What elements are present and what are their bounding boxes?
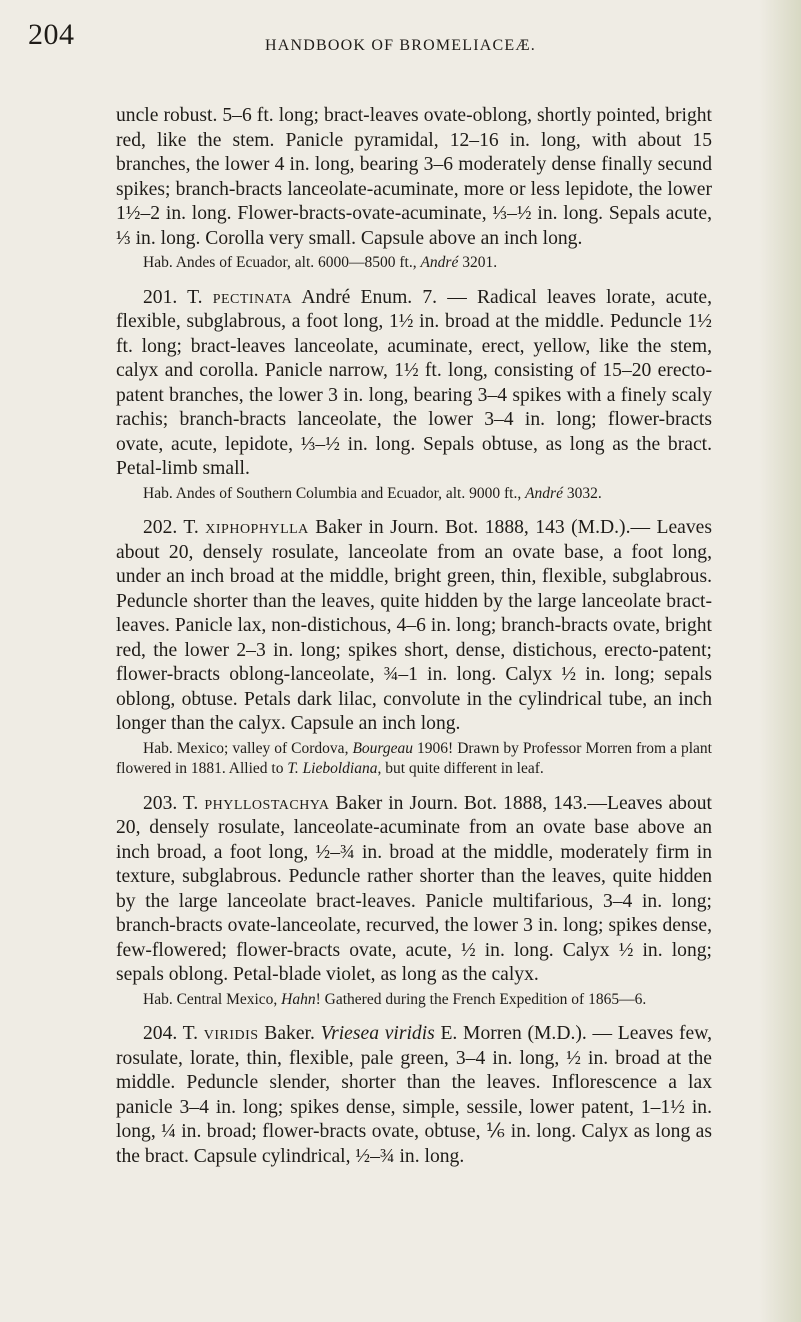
habitat-note — [116, 990, 712, 1011]
species-number: 201. T. — [143, 286, 203, 308]
habitat-text-mid: 1906! Drawn by Professor Morren from a plant flowered in 1881. Allied to — [116, 739, 712, 777]
collector-name: André — [525, 484, 563, 502]
species-name: phyllostachya — [204, 792, 330, 814]
species-entry-204 — [116, 1022, 712, 1169]
species-number: 202. T. — [143, 517, 199, 538]
species-number: 204. T. — [143, 1023, 199, 1044]
habitat-text: Hab. Andes of Ecuador, alt. 6000—8500 ft., — [143, 254, 421, 271]
habitat-note — [116, 253, 712, 274]
continuation-text: uncle robust. 5–6 ft. long; bract-leaves ovate-oblong, shortly pointed, bright red, like the stem. Panicle pyramidal, 12–16 in. long, with about 15 branches, the lower 4 in. long, bearing 3–6 moderately dense finally secund spikes; branch-bracts lanceolate-acuminate, more or less lepidote, the lower 1½–2 in. long. Flower-bracts-ovate-acuminate, ⅓–½ in. long. Sepals acute, ⅓ in. long. Corolla very small. Capsule above an inch long. — [116, 105, 712, 249]
related-species-ref: T. Lieboldiana — [287, 760, 378, 777]
species-description: Leaves few, rosulate, lorate, thin, flexible, pale green, 3–4 in. long, ½ in. broad at the middle. Peduncle slender, shorter than the leaves. Inflorescence a lax panicle 3–4 in. long; spikes dense, simple, sessile, lower patent, 1–1½ in. long, ¼ in. broad; flower-bracts ovate, obtuse, ⅙ in. long. Calyx as long as the bract. Capsule cylindrical, ½–¾ in. long. — [116, 1023, 712, 1167]
running-head: HANDBOOK OF BROMELIACEÆ. — [264, 37, 537, 54]
species-entry-201 — [116, 286, 712, 482]
habitat-text-end: ! Gathered during the French Expedition of 1865—6. — [315, 990, 647, 1008]
habitat-text-end: 3201. — [458, 254, 498, 271]
habitat-text-end: , but quite different in leaf. — [377, 760, 544, 777]
habitat-text: Hab. Central Mexico, — [143, 990, 282, 1008]
species-description: Leaves about 20, densely rosulate, lanceolate from an ovate base, a foot long, under an inch broad at the middle, bright green, thin, flexible, subglabrous. Peduncle shorter than the leaves, quite hidden by the large lanceolate bract-leaves. Panicle lax, non-distichous, 4–6 in. long; branch-bracts ovate, bright red, the lower 2–3 in. long; spikes short, dense, distichous, erecto-patent; flower-bracts oblong-lanceolate, ¾–1 in. long. Calyx ½ in. long; sepals oblong, obtuse. Petals dark lilac, convolute in the cylindrical tube, an inch longer than the calyx. Capsule an inch long. — [116, 517, 712, 734]
species-authority: Baker in Journ. Bot. 1888, 143.— — [329, 792, 607, 814]
species-name: pectinata — [212, 286, 293, 308]
synonym-name: Vriesea viridis — [320, 1023, 435, 1044]
habitat-text: Hab. Mexico; valley of Cordova, — [143, 739, 353, 757]
species-entry-202 — [116, 516, 712, 737]
species-entry-203 — [116, 792, 712, 988]
species-name: xiphophylla — [205, 517, 309, 538]
page-body — [116, 104, 712, 1169]
collector-name: Bourgeau — [352, 739, 414, 757]
habitat-text: Hab. Andes of Southern Columbia and Ecuador, alt. 9000 ft., — [143, 484, 526, 502]
species-number: 203. T. — [143, 792, 199, 814]
collector-name: André — [420, 254, 459, 271]
species-description: Radical leaves lorate, acute, flexible, subglabrous, a foot long, 1½ in. broad at the middle. Peduncle 1½ ft. long; bract-leaves lanceolate, acuminate, erect, yellow, like the stem, calyx and corolla. Panicle narrow, 1½ ft. long, consisting of 15–20 erecto-patent branches, the lower 3 in. long, bearing 3–4 spikes with a finely scaly rachis; branch-bracts lanceolate, the lower 3–4 in. long; flower-bracts ovate, acute, lepidote, ⅓–½ in. long. Sepals obtuse, as long as the bract. Petal-limb small. — [116, 286, 712, 479]
synonym-authority: E. Morren (M.D.). — — [434, 1023, 618, 1044]
continuation-paragraph — [116, 104, 712, 251]
collector-name: Hahn — [281, 990, 316, 1008]
species-authority: Baker in Journ. Bot. 1888, 143 (M.D.).— — [308, 517, 657, 538]
species-authority: Baker. — [258, 1023, 321, 1044]
species-name: viridis — [203, 1023, 259, 1044]
species-authority: André Enum. 7. — — [292, 286, 477, 308]
habitat-note — [116, 484, 712, 505]
habitat-text-end: 3032. — [562, 484, 602, 502]
species-description: Leaves about 20, densely rosulate, lanceolate-acuminate from an ovate base above an inch broad, a foot long, ½–¾ in. broad at the middle, moderately firm in texture, subglabrous. Peduncle rather shorter than the leaves, quite hidden by the large lanceolate bract-leaves. Panicle multifarious, 3–4 in. long; branch-bracts ovate-lanceolate, recurved, the lower 3 in. long; spikes dense, few-flowered; flower-bracts ovate, acute, ½ in. long. Calyx ½ in. long; sepals oblong. Petal-blade violet, as long as the calyx. — [116, 792, 712, 985]
page-edge-shadow — [759, 0, 801, 1322]
page-number: 204 — [28, 18, 75, 51]
habitat-note — [116, 739, 712, 780]
